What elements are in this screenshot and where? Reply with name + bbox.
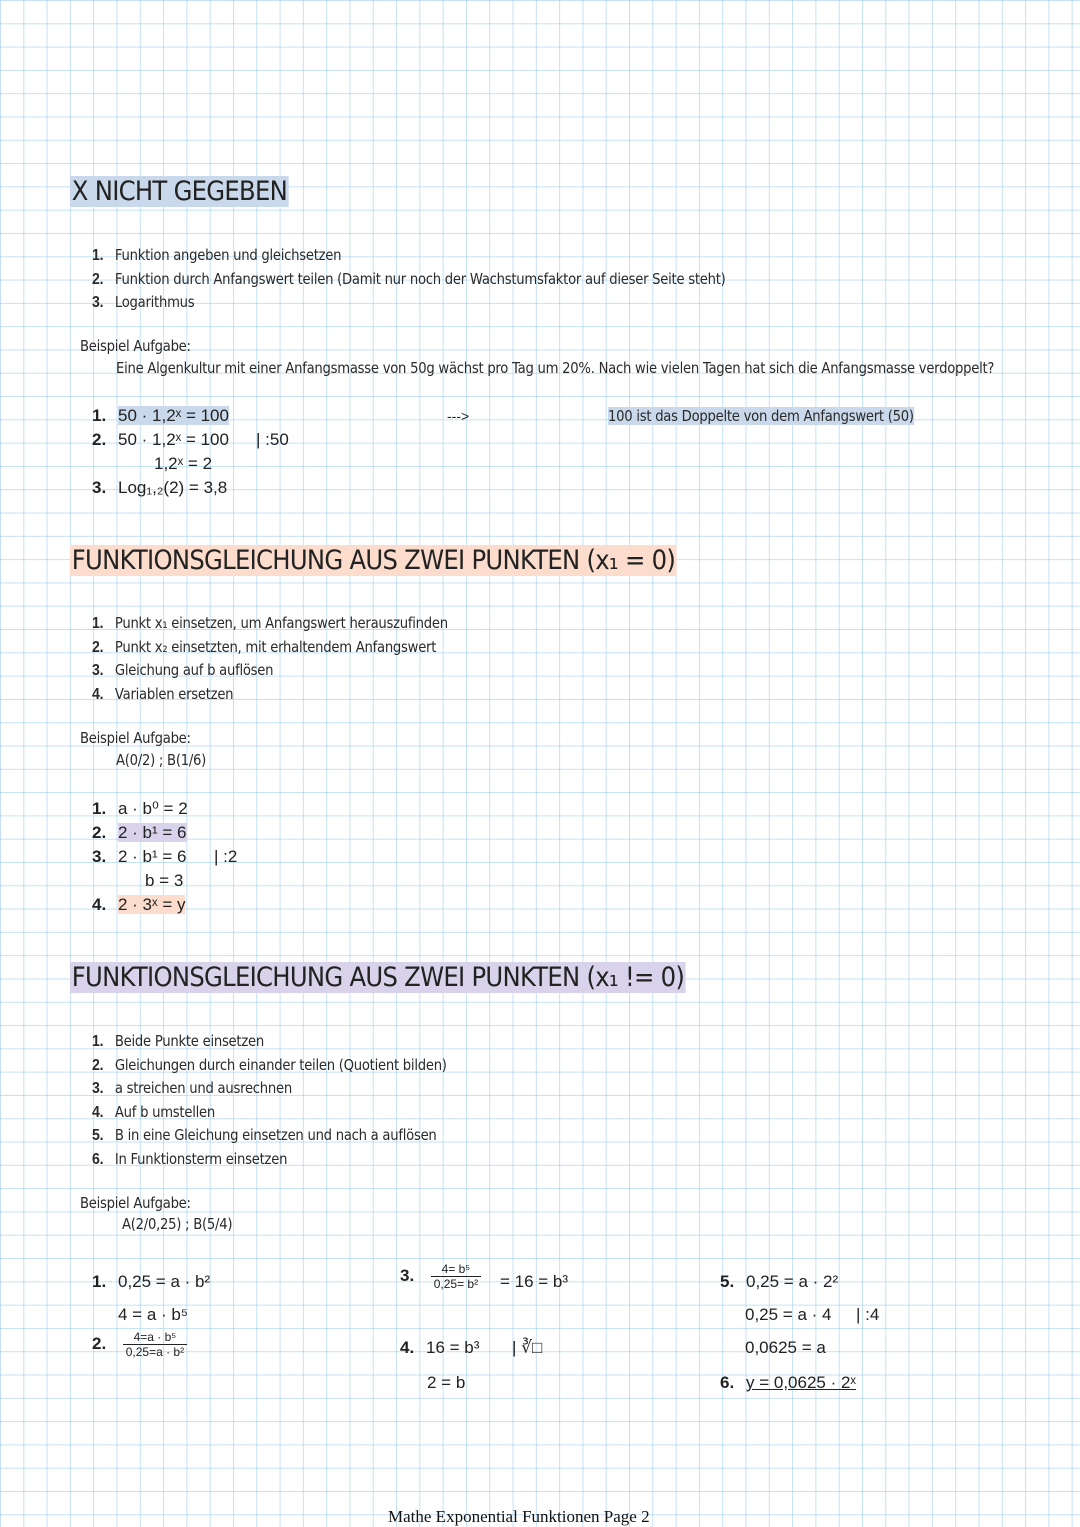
section2-solution-line4: 4. 2 · 3ˣ = y — [92, 895, 186, 914]
list-item: 2. Gleichungen durch einander teilen (Quotient bilden) — [92, 1055, 447, 1074]
section3-c2-fraction: $\frac{\text{4= b⁵}}{\text{0,25= b²}}$ — [431, 1262, 481, 1291]
list-item: 3. Logarithmus — [92, 293, 195, 311]
list-item: 3. a streichen und ausrechnen — [92, 1079, 292, 1097]
list-item: 1. Beide Punkte einsetzen — [92, 1032, 264, 1050]
section3-c1-fraction: $\frac{\text{4=a · b⁵}}{\text{0,25=a · b²}}$ — [123, 1330, 187, 1359]
section3-c2-line3: 3. $\frac{\text{4= b⁵}}{\text{0,25= b²}}$ — [400, 1262, 481, 1291]
section1-arrow: ---> — [447, 408, 470, 424]
list-item: 2. Punkt x₂ einsetzten, mit erhaltendem Anfangswert — [92, 637, 437, 656]
section1-steps — [92, 244, 726, 315]
section3-c2-line4: 4. 16 = b³ — [400, 1338, 480, 1357]
list-item: 6. In Funktionsterm einsetzen — [92, 1149, 288, 1168]
section1-solution-line2b: 1,2ˣ = 2 — [154, 454, 213, 473]
section3-title: FUNKTIONSGLEICHUNG AUS ZWEI PUNKTEN (x₁ != 0) — [71, 962, 685, 993]
section3-c3-line5b: 0,25 = a · 4 — [745, 1305, 832, 1324]
section3-c1-line1b: 4 = a · b⁵ — [118, 1305, 188, 1324]
section1-op-50: | :50 — [256, 430, 289, 449]
section2-op-2: | :2 — [214, 847, 238, 866]
section2-points: A(0/2) ; B(1/6) — [116, 751, 207, 769]
section1-solution-line3: 3. Log₁,₂(2) = 3,8 — [92, 478, 228, 497]
section1-solution-line2: 2. 50 · 1,2ˣ = 100 — [92, 430, 229, 449]
section3-c1-line1: 1. 0,25 = a · b² — [92, 1272, 211, 1291]
list-item: 5. B in eine Gleichung einsetzen und nach a auflösen — [92, 1126, 437, 1144]
section2-title: FUNKTIONSGLEICHUNG AUS ZWEI PUNKTEN (x₁ = 0) — [71, 545, 676, 576]
list-item: 2. Funktion durch Anfangswert teilen (Damit nur noch der Wachstumsfaktor auf dieser Seite steht) — [92, 269, 726, 288]
list-item: 1. Funktion angeben und gleichsetzen — [92, 246, 342, 264]
section2-steps — [92, 612, 448, 706]
section3-steps — [92, 1030, 447, 1171]
section2-solution-line3: 3. 2 · b¹ = 6 — [92, 847, 187, 866]
section3-example-label: Beispiel Aufgabe: — [80, 1194, 191, 1212]
section3-c2-eq: = 16 = b³ — [500, 1272, 569, 1291]
section3-points: A(2/0,25) ; B(5/4) — [122, 1215, 233, 1233]
section2-solution-line2: 2. 2 · b¹ = 6 — [92, 823, 187, 842]
section3-c3-line5c: 0,0625 = a — [745, 1338, 826, 1357]
section1-example-text: Eine Algenkultur mit einer Anfangsmasse von 50g wächst pro Tag um 20%. Nach wie vielen Tagen hat sich die Anfangsmasse verdoppelt? — [116, 359, 995, 377]
list-item: 1. Punkt x₁ einsetzen, um Anfangswert herauszufinden — [92, 614, 448, 632]
section1-example-label: Beispiel Aufgabe: — [80, 337, 191, 355]
section2-example-label: Beispiel Aufgabe: — [80, 729, 191, 747]
page-footer: Mathe Exponential Funktionen Page 2 — [388, 1507, 650, 1526]
section1-solution-line1: 1. 50 · 1,2ˣ = 100 — [92, 406, 229, 425]
section3-c2-line4b: 2 = b — [427, 1373, 466, 1392]
section3-c3-op-4: | :4 — [856, 1305, 880, 1324]
list-item: 3. Gleichung auf b auflösen — [92, 661, 274, 679]
list-item: 4. Variablen ersetzen — [92, 684, 234, 703]
section2-solution-line1: 1. a · b⁰ = 2 — [92, 799, 188, 818]
section3-c1-line2: 2. $\frac{\text{4=a · b⁵}}{\text{0,25=a · b²}}$ — [92, 1330, 187, 1359]
section3-c2-root-op: | ∛□ — [512, 1338, 543, 1357]
section3-c3-line6: 6. y = 0,0625 · 2ˣ — [720, 1373, 857, 1392]
section1-title: X NICHT GEGEBEN — [71, 176, 288, 207]
section3-c3-line5: 5. 0,25 = a · 2² — [720, 1272, 839, 1291]
list-item: 4. Auf b umstellen — [92, 1102, 215, 1121]
section2-solution-line3b: b = 3 — [145, 871, 184, 890]
section1-note: 100 ist das Doppelte von dem Anfangswert (50) — [608, 407, 914, 425]
